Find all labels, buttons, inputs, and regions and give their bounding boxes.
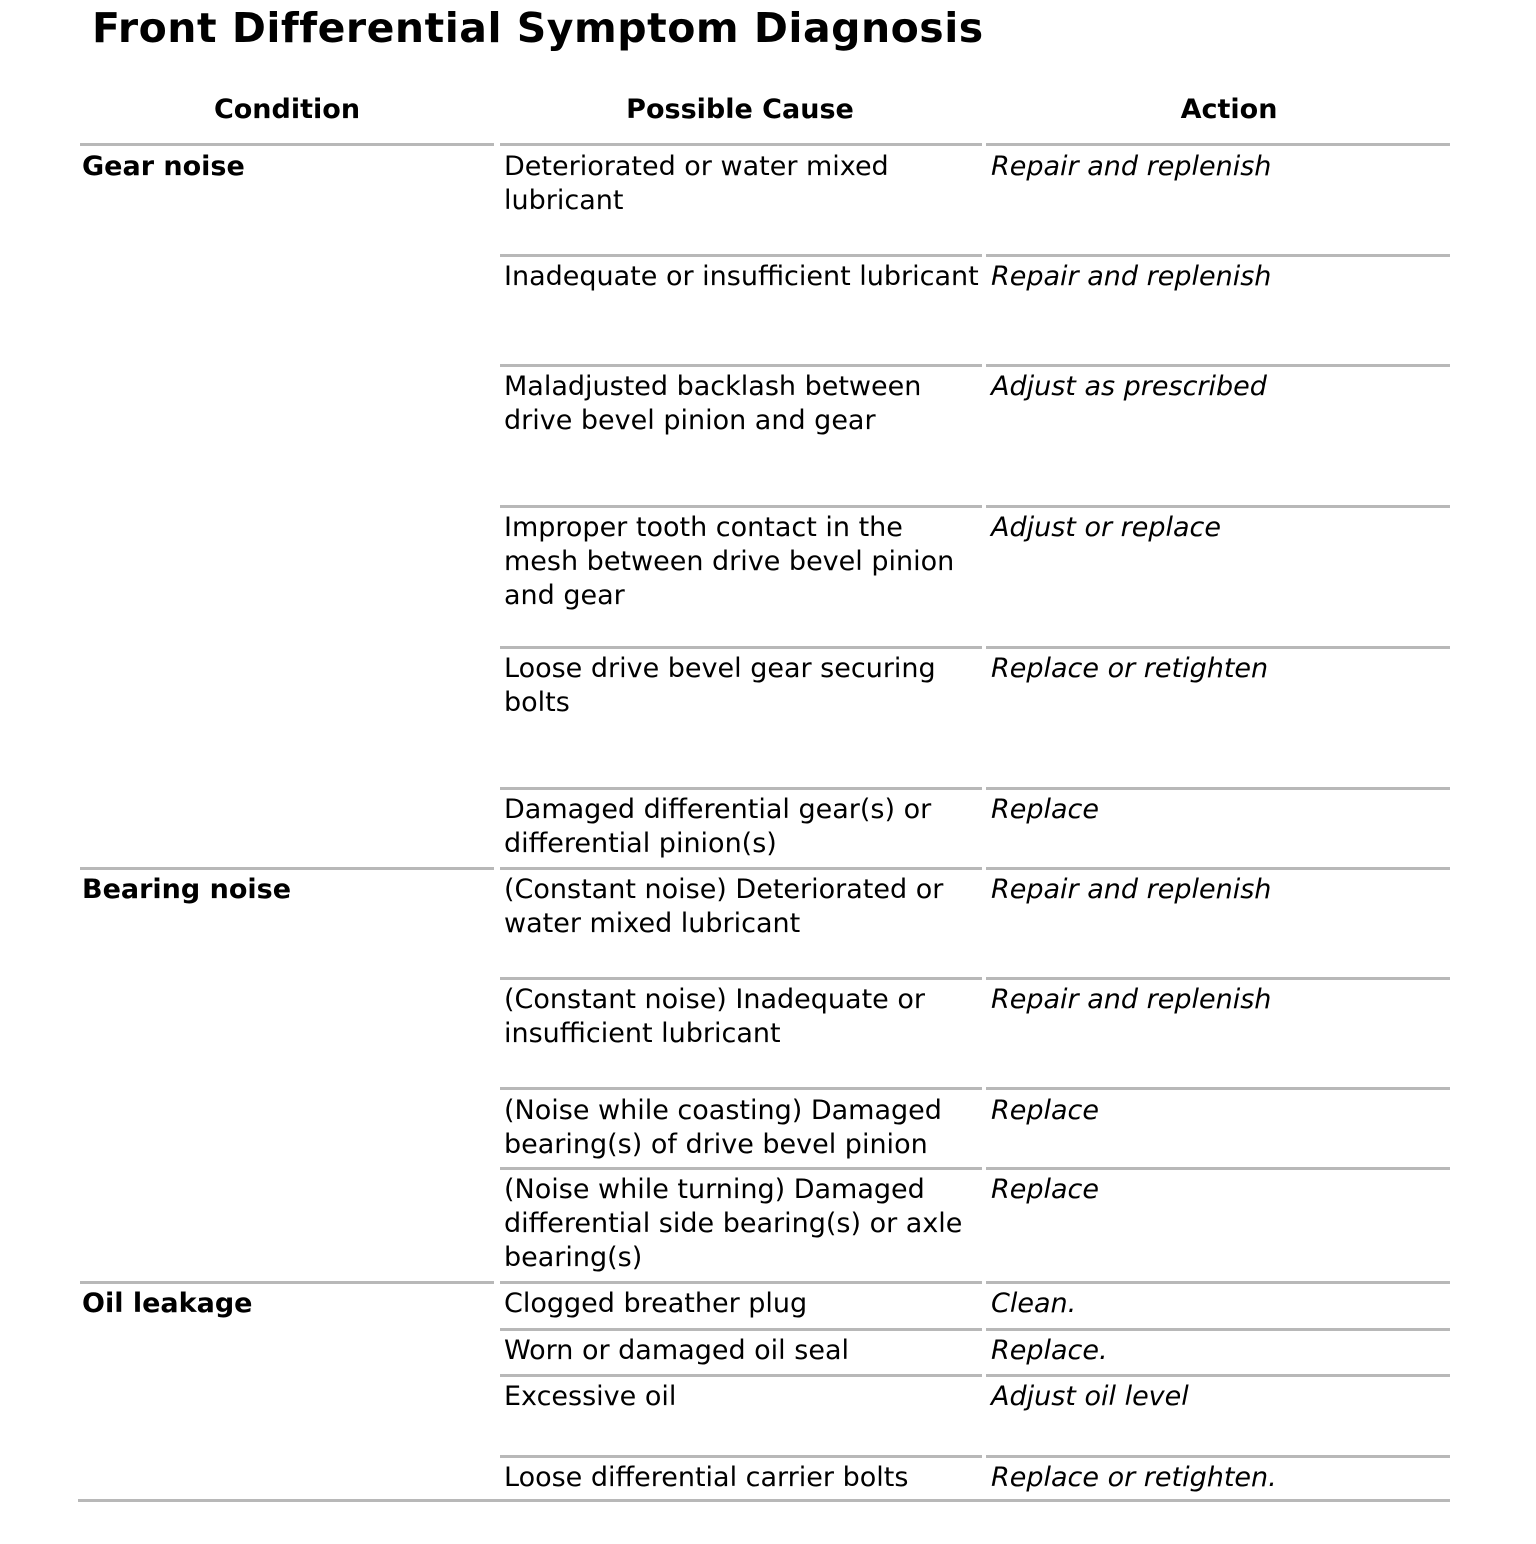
row-divider: [500, 977, 982, 980]
cause-cell: Deteriorated or water mixed lubricant: [504, 151, 889, 216]
row-divider: [500, 364, 982, 367]
action-cell: Replace or retighten: [991, 653, 1269, 684]
cause-cell: (Constant noise) Inadequate or insufficient lubricant: [504, 984, 925, 1049]
group-divider: [500, 1281, 982, 1284]
header-rule: [80, 143, 494, 146]
row-divider: [986, 1328, 1450, 1331]
cause-cell: Damaged differential gear(s) or differential pinion(s): [504, 794, 932, 859]
row-divider: [500, 1455, 982, 1458]
row-divider: [500, 505, 982, 508]
group-divider: [500, 867, 982, 870]
action-cell: Clean.: [991, 1288, 1077, 1319]
header-possible-cause: Possible Cause: [626, 94, 854, 125]
cause-cell: Maladjusted backlash between drive bevel pinion and gear: [504, 371, 922, 436]
group-divider: [80, 1281, 494, 1284]
cause-cell: (Constant noise) Deteriorated or water mixed lubricant: [504, 874, 944, 939]
cause-cell: (Noise while coasting) Damaged bearing(s) of drive bevel pinion: [504, 1095, 942, 1160]
page-title: Front Differential Symptom Diagnosis: [92, 4, 984, 52]
cause-cell: Loose differential carrier bolts: [504, 1462, 909, 1493]
group-divider: [80, 867, 494, 870]
action-cell: Repair and replenish: [991, 151, 1272, 182]
action-cell: Replace: [991, 1095, 1100, 1126]
cause-cell: Excessive oil: [504, 1381, 677, 1412]
row-divider: [986, 505, 1450, 508]
condition-gear-noise: Gear noise: [82, 151, 245, 182]
cause-cell: Improper tooth contact in the mesh between drive bevel pinion and gear: [504, 512, 955, 611]
action-cell: Replace: [991, 1174, 1100, 1205]
cause-cell: Inadequate or insufficient lubricant: [504, 261, 979, 292]
table-bottom-rule: [78, 1499, 1450, 1502]
condition-bearing-noise: Bearing noise: [82, 874, 292, 905]
row-divider: [986, 1455, 1450, 1458]
header-rule: [500, 143, 982, 146]
row-divider: [500, 646, 982, 649]
action-cell: Repair and replenish: [991, 261, 1272, 292]
header-condition: Condition: [213, 94, 361, 125]
header-rule: [986, 143, 1450, 146]
row-divider: [986, 1087, 1450, 1090]
action-cell: Replace.: [991, 1335, 1108, 1366]
row-divider: [500, 787, 982, 790]
cause-cell: Worn or damaged oil seal: [504, 1335, 849, 1366]
cause-cell: Loose drive bevel gear securing bolts: [504, 653, 936, 718]
action-cell: Adjust as prescribed: [991, 371, 1267, 402]
header-action: Action: [1180, 94, 1278, 125]
row-divider: [500, 1167, 982, 1170]
row-divider: [986, 1167, 1450, 1170]
cause-cell: (Noise while turning) Damaged differential side bearing(s) or axle bearing(s): [504, 1174, 963, 1273]
row-divider: [500, 1374, 982, 1377]
row-divider: [986, 787, 1450, 790]
group-divider: [986, 867, 1450, 870]
row-divider: [986, 977, 1450, 980]
row-divider: [986, 254, 1450, 257]
condition-oil-leakage: Oil leakage: [82, 1288, 253, 1319]
row-divider: [500, 254, 982, 257]
row-divider: [500, 1328, 982, 1331]
action-cell: Adjust oil level: [991, 1381, 1189, 1412]
row-divider: [500, 1087, 982, 1090]
action-cell: Repair and replenish: [991, 984, 1272, 1015]
row-divider: [986, 1374, 1450, 1377]
action-cell: Repair and replenish: [991, 874, 1272, 905]
cause-cell: Clogged breather plug: [504, 1288, 808, 1319]
group-divider: [986, 1281, 1450, 1284]
action-cell: Replace: [991, 794, 1100, 825]
action-cell: Adjust or replace: [991, 512, 1222, 543]
row-divider: [986, 364, 1450, 367]
row-divider: [986, 646, 1450, 649]
action-cell: Replace or retighten.: [991, 1462, 1277, 1493]
